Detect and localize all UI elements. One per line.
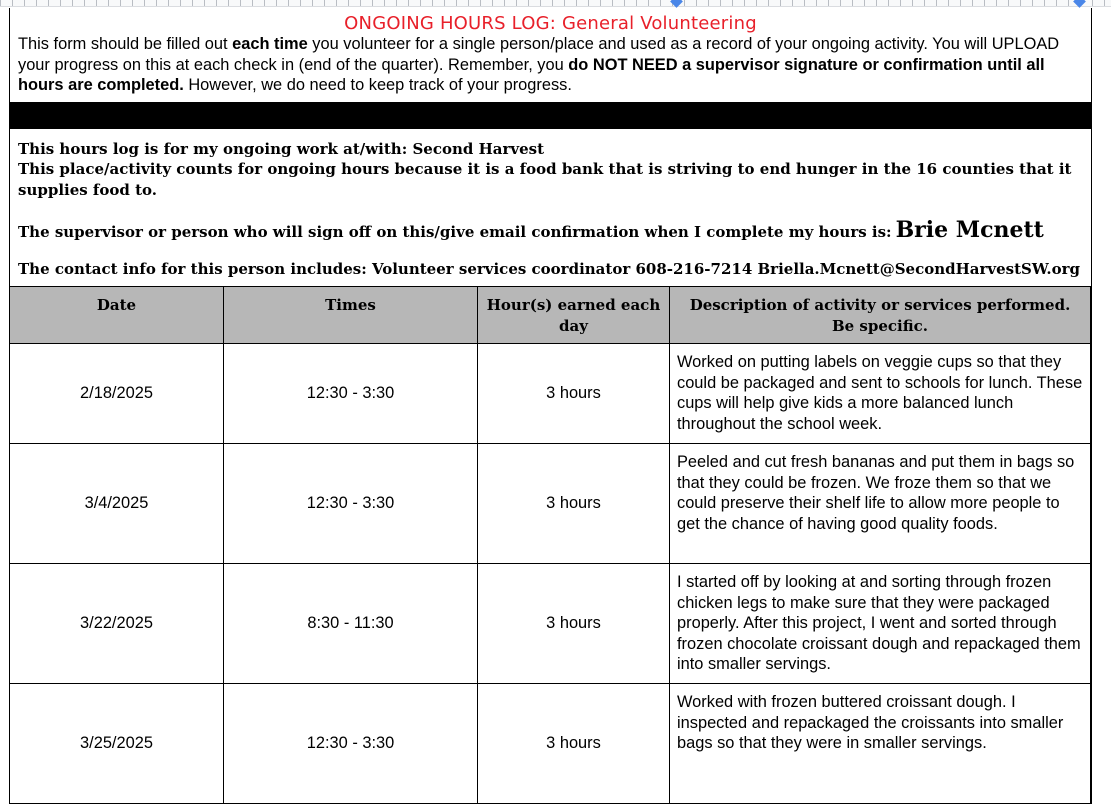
- cell-times[interactable]: 8:30 - 11:30: [224, 564, 478, 684]
- intro-bold-1: each time: [232, 35, 308, 53]
- cell-description[interactable]: I started off by looking at and sorting through frozen chicken legs to make sure that they were packaged properly. After this project, I went and sorted through frozen chocolate croissant dough and repackaged them into smaller servings.: [670, 564, 1091, 684]
- cell-hours[interactable]: 3 hours: [478, 684, 670, 804]
- document-title: ONGOING HOURS LOG: General Volunteering: [344, 13, 757, 34]
- table-row: [10, 564, 1091, 684]
- header-hours: Hour(s) earned each day: [478, 287, 670, 344]
- table-header-row: [10, 287, 1091, 344]
- cell-date[interactable]: 3/22/2025: [10, 564, 224, 684]
- table-row: [10, 444, 1091, 564]
- cell-date[interactable]: 3/25/2025: [10, 684, 224, 804]
- table-row: [10, 684, 1091, 804]
- cell-hours[interactable]: 3 hours: [478, 564, 670, 684]
- intro-paragraph: [18, 34, 1083, 96]
- intro-text-2: you volunteer for a single person/place and used as a record of your ongoing activity. You will UPLOAD your progress on this at each check in (end of the quarter). Remember, you: [18, 35, 1060, 74]
- header-date: Date: [10, 287, 224, 344]
- contact-line: The contact info for this person includes: Volunteer services coordinator 608-216-7214 Briella.Mcnett@SecondHarvestSW.org: [18, 259, 1080, 278]
- place-line: This hours log is for my ongoing work at/with: Second Harvest: [18, 139, 545, 158]
- intro-text-3: However, we do need to keep track of your progress.: [183, 76, 572, 94]
- intro-text-1: This form should be filled out: [18, 35, 233, 53]
- cell-description[interactable]: Peeled and cut fresh bananas and put them in bags so that they could be frozen. We froze them so that we could preserve their shelf life to allow more people to get the chance of having good quality foods.: [670, 444, 1091, 564]
- cell-date[interactable]: 3/4/2025: [10, 444, 224, 564]
- divider-bar: [10, 102, 1091, 128]
- cell-times[interactable]: 12:30 - 3:30: [224, 444, 478, 564]
- document-page: [9, 8, 1092, 804]
- supervisor-label: The supervisor or person who will sign off on this/give email confirmation when I complete my hours is:: [18, 223, 892, 241]
- info-block: [10, 128, 1091, 287]
- ruler[interactable]: [0, 0, 1111, 7]
- cell-times[interactable]: 12:30 - 3:30: [224, 684, 478, 804]
- cell-description[interactable]: Worked with frozen buttered croissant dough. I inspected and repackaged the croissants into smaller bags so that they were in smaller servings.: [670, 684, 1091, 804]
- reason-line: This place/activity counts for ongoing hours because it is a food bank that is striving to end hunger in the 16 counties that it supplies food to.: [18, 160, 1072, 199]
- supervisor-name: Brie Mcnett: [895, 217, 1044, 243]
- indent-marker-icon[interactable]: [670, 0, 683, 8]
- table-row: [10, 344, 1091, 444]
- intro-bold-2: do NOT NEED a supervisor signature or confirmation until all hours are completed.: [18, 55, 1045, 94]
- header-block: [10, 8, 1091, 102]
- right-margin-marker-icon[interactable]: [1073, 0, 1086, 8]
- supervisor-line: [18, 217, 1083, 243]
- cell-hours[interactable]: 3 hours: [478, 444, 670, 564]
- cell-hours[interactable]: 3 hours: [478, 344, 670, 444]
- cell-times[interactable]: 12:30 - 3:30: [224, 344, 478, 444]
- header-times: Times: [224, 287, 478, 344]
- cell-description[interactable]: Worked on putting labels on veggie cups so that they could be packaged and sent to schools for lunch. These cups will help give kids a more balanced lunch throughout the school week.: [670, 344, 1091, 444]
- header-description: Description of activity or services performed. Be specific.: [670, 287, 1091, 344]
- hours-table: [9, 286, 1091, 804]
- cell-date[interactable]: 2/18/2025: [10, 344, 224, 444]
